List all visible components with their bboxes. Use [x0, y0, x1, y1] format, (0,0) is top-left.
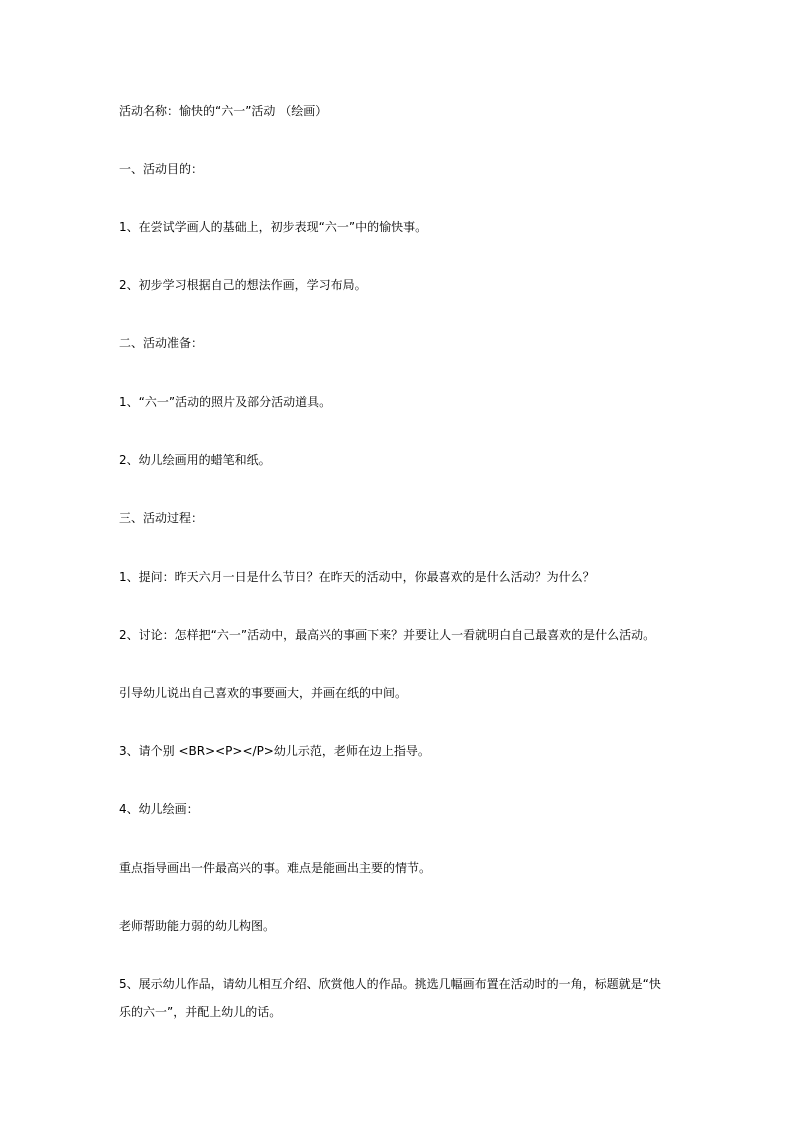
goal-item-1: 1、在尝试学画人的基础上，初步表现“六一”中的愉快事。	[119, 220, 428, 234]
goal-item-2: 2、初步学习根据自己的想法作画，学习布局。	[119, 278, 367, 292]
prep-item-1: 1、“六一”活动的照片及部分活动道具。	[119, 395, 332, 409]
process-step-5: 5、展示幼儿作品，请幼儿相互介绍、欣赏他人的作品。挑选几幅画布置在活动时的一角，标题就是“快乐的六一”，并配上幼儿的话。	[119, 977, 661, 1019]
process-step-4-note-1: 重点指导画出一件最高兴的事。难点是能画出主要的情节。	[119, 861, 432, 875]
process-step-4-note-2: 老师帮助能力弱的幼儿构图。	[119, 919, 276, 933]
process-step-2: 2、讨论：怎样把“六一”活动中，最高兴的事画下来？并要让人一看就明白自己最喜欢的是什么活动。	[119, 628, 656, 642]
process-step-1: 1、提问：昨天六月一日是什么节日？在昨天的活动中，你最喜欢的是什么活动？为什么？	[119, 570, 595, 584]
prep-item-2: 2、幼儿绘画用的蜡笔和纸。	[119, 453, 271, 467]
section-heading-goals: 一、活动目的：	[119, 162, 204, 176]
process-step-4: 4、幼儿绘画：	[119, 802, 199, 816]
process-step-2-note: 引导幼儿说出自己喜欢的事要画大，并画在纸的中间。	[119, 686, 408, 700]
activity-title: 活动名称：愉快的“六一”活动 （绘画）	[119, 104, 328, 118]
section-heading-process: 三、活动过程：	[119, 511, 204, 525]
process-step-3: 3、请个别 <BR><P></P>幼儿示范，老师在边上指导。	[119, 744, 430, 758]
section-heading-preparation: 二、活动准备：	[119, 336, 204, 350]
